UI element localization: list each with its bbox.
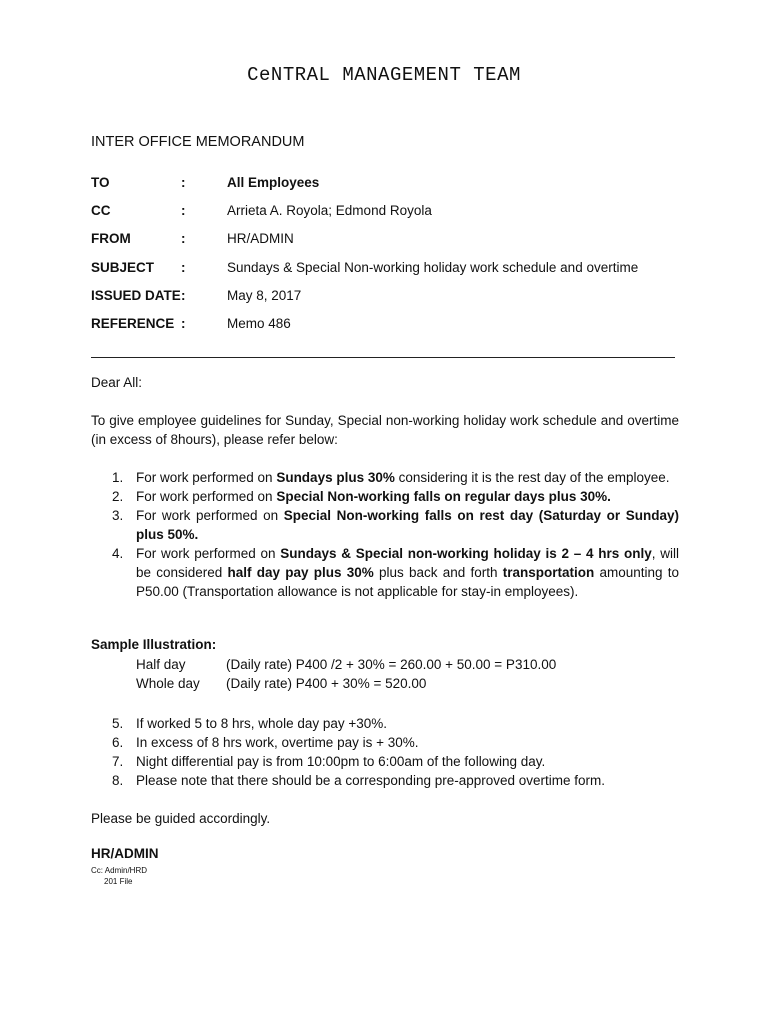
field-label: ISSUED DATE	[91, 288, 181, 303]
header-divider	[91, 357, 675, 358]
illustration-value: (Daily rate) P400 + 30% = 520.00	[226, 676, 427, 691]
list-number: 7.	[112, 754, 124, 769]
text-run: , will be considered	[136, 546, 679, 580]
list-number: 8.	[112, 773, 124, 788]
text-run: For work performed on	[136, 508, 284, 523]
field-colon: :	[181, 175, 186, 190]
field-colon: :	[181, 316, 186, 331]
list-text	[136, 506, 679, 544]
text-run: amounting to P50.00 (Transportation allowance is not applicable for stay-in employees).	[136, 565, 679, 599]
list-item	[91, 468, 679, 487]
bold-run: Sundays plus 30%	[276, 470, 395, 485]
text-run: For work performed on	[136, 470, 277, 485]
field-issued-date	[91, 288, 731, 308]
list-number: 1.	[112, 470, 124, 485]
field-value: May 8, 2017	[227, 288, 302, 303]
sample-illustration-heading: Sample Illustration:	[91, 637, 217, 652]
text-run: For work performed on	[136, 546, 281, 561]
closing-line: Please be guided accordingly.	[91, 811, 271, 826]
list-number: 2.	[112, 489, 124, 504]
field-value: All Employees	[227, 175, 320, 190]
illustration-whole-day	[136, 676, 426, 691]
text-run: considering it is the rest day of the employee.	[394, 470, 670, 485]
list-number: 3.	[112, 508, 124, 523]
text-run: plus back and forth	[373, 565, 503, 580]
guideline-list-bottom	[91, 714, 679, 790]
guideline-list-top	[91, 468, 679, 601]
field-label: REFERENCE	[91, 316, 175, 331]
list-text: In excess of 8 hrs work, overtime pay is + 30%.	[136, 735, 419, 750]
list-number: 4.	[112, 546, 124, 561]
illustration-value: (Daily rate) P400 /2 + 30% = 260.00 + 50.00 = P310.00	[226, 657, 557, 672]
bold-run: Special Non-working falls on regular days plus 30%.	[276, 489, 611, 504]
bold-run: transportation	[502, 565, 595, 580]
list-item	[91, 506, 679, 544]
field-subject	[91, 260, 731, 280]
list-number: 6.	[112, 735, 124, 750]
field-value: HR/ADMIN	[227, 231, 294, 246]
cc-note: Cc: Admin/HRD	[91, 866, 148, 875]
illustration-half-day	[136, 657, 556, 672]
intro-paragraph: To give employee guidelines for Sunday, Special non-working holiday work schedule and overtime (in excess of 8hours), please refer below:	[91, 413, 679, 447]
list-item	[91, 714, 679, 733]
list-item	[91, 544, 679, 601]
field-colon: :	[181, 260, 186, 275]
field-colon: :	[181, 288, 186, 303]
field-value: Memo 486	[227, 316, 291, 331]
memo-type-heading: INTER OFFICE MEMORANDUM	[91, 134, 305, 150]
signature: HR/ADMIN	[91, 846, 159, 861]
company-title: CeNTRAL MANAGEMENT TEAM	[247, 64, 521, 86]
list-item	[91, 771, 679, 790]
illustration-label: Half day	[136, 657, 186, 672]
list-text	[136, 487, 679, 506]
field-colon: :	[181, 231, 186, 246]
field-reference	[91, 316, 731, 336]
list-number: 5.	[112, 716, 124, 731]
bold-run: Special Non-working falls on rest day (Saturday or Sunday) plus 50%.	[136, 508, 679, 542]
field-label: FROM	[91, 231, 131, 246]
text-run: For work performed on	[136, 489, 277, 504]
list-text	[136, 544, 679, 601]
field-value: Sundays & Special Non-working holiday work schedule and overtime	[227, 260, 639, 275]
bold-run: Sundays & Special non-working holiday is 2 – 4 hrs only	[280, 546, 652, 561]
field-label: TO	[91, 175, 110, 190]
field-label: SUBJECT	[91, 260, 155, 275]
list-item	[91, 487, 679, 506]
illustration-label: Whole day	[136, 676, 200, 691]
bold-run: half day pay plus 30%	[227, 565, 374, 580]
list-item	[91, 733, 679, 752]
field-cc	[91, 203, 731, 223]
list-text: Please note that there should be a corresponding pre-approved overtime form.	[136, 773, 606, 788]
list-text	[136, 468, 679, 487]
field-to	[91, 175, 731, 195]
list-item	[91, 752, 679, 771]
greeting: Dear All:	[91, 375, 143, 390]
field-label: CC	[91, 203, 111, 218]
file-note: 201 File	[104, 877, 133, 886]
list-text: If worked 5 to 8 hrs, whole day pay +30%.	[136, 716, 388, 731]
field-from	[91, 231, 731, 251]
field-value: Arrieta A. Royola; Edmond Royola	[227, 203, 432, 218]
field-colon: :	[181, 203, 186, 218]
list-text: Night differential pay is from 10:00pm to 6:00am of the following day.	[136, 754, 546, 769]
